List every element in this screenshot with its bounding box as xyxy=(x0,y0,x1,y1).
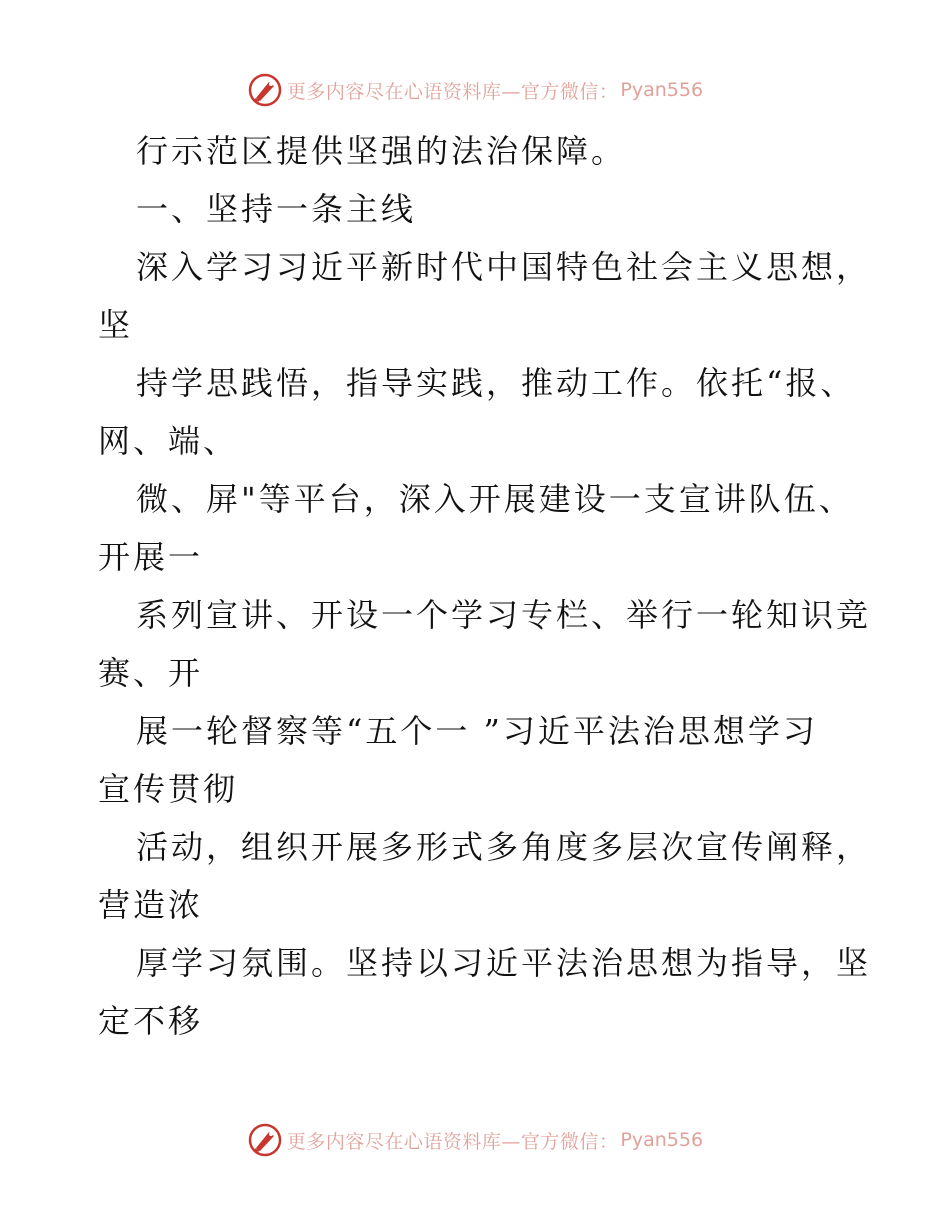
body-line: 网、端、 xyxy=(98,422,239,460)
header-banner-contact: Pyan556 xyxy=(620,79,704,101)
body-line: 系列宣讲、开设一个学习专栏、举行一轮知识竞 xyxy=(136,596,872,634)
footer-banner xyxy=(0,1120,950,1160)
body-line: 开展一 xyxy=(98,538,204,576)
body-line: 微、屏"等平台，深入开展建设一支宣讲队伍、 xyxy=(136,480,854,518)
body-line: 厚学习氛围。坚持以习近平法治思想为指导，坚 xyxy=(136,944,872,982)
document-body xyxy=(98,122,898,1050)
body-line: 赛、开 xyxy=(98,654,204,692)
body-line: 宣传贯彻 xyxy=(98,770,239,808)
footer-banner-contact: Pyan556 xyxy=(620,1129,704,1151)
body-line: 持学思践悟，指导实践，推动工作。依托“报、 xyxy=(136,364,856,402)
body-line: 定不移 xyxy=(98,1002,204,1040)
body-line: 深入学习习近平新时代中国特色社会主义思想， xyxy=(136,248,872,286)
pen-nib-logo-icon xyxy=(247,1122,283,1158)
body-line: 行示范区提供坚强的法治保障。 xyxy=(136,132,627,170)
header-banner xyxy=(0,70,950,110)
header-banner-text: 更多内容尽在心语资料库—官方微信： xyxy=(286,80,619,103)
body-line: 活动，组织开展多形式多角度多层次宣传阐释， xyxy=(136,828,872,866)
body-line: 坚 xyxy=(98,306,134,344)
footer-banner-text: 更多内容尽在心语资料库—官方微信： xyxy=(286,1130,619,1153)
body-line: 展一轮督察等“五个一 ”习近平法治思想学习 xyxy=(136,712,818,750)
body-line: 营造浓 xyxy=(98,886,204,924)
pen-nib-logo-icon xyxy=(247,72,283,108)
section-heading: 一、坚持一条主线 xyxy=(136,190,417,228)
